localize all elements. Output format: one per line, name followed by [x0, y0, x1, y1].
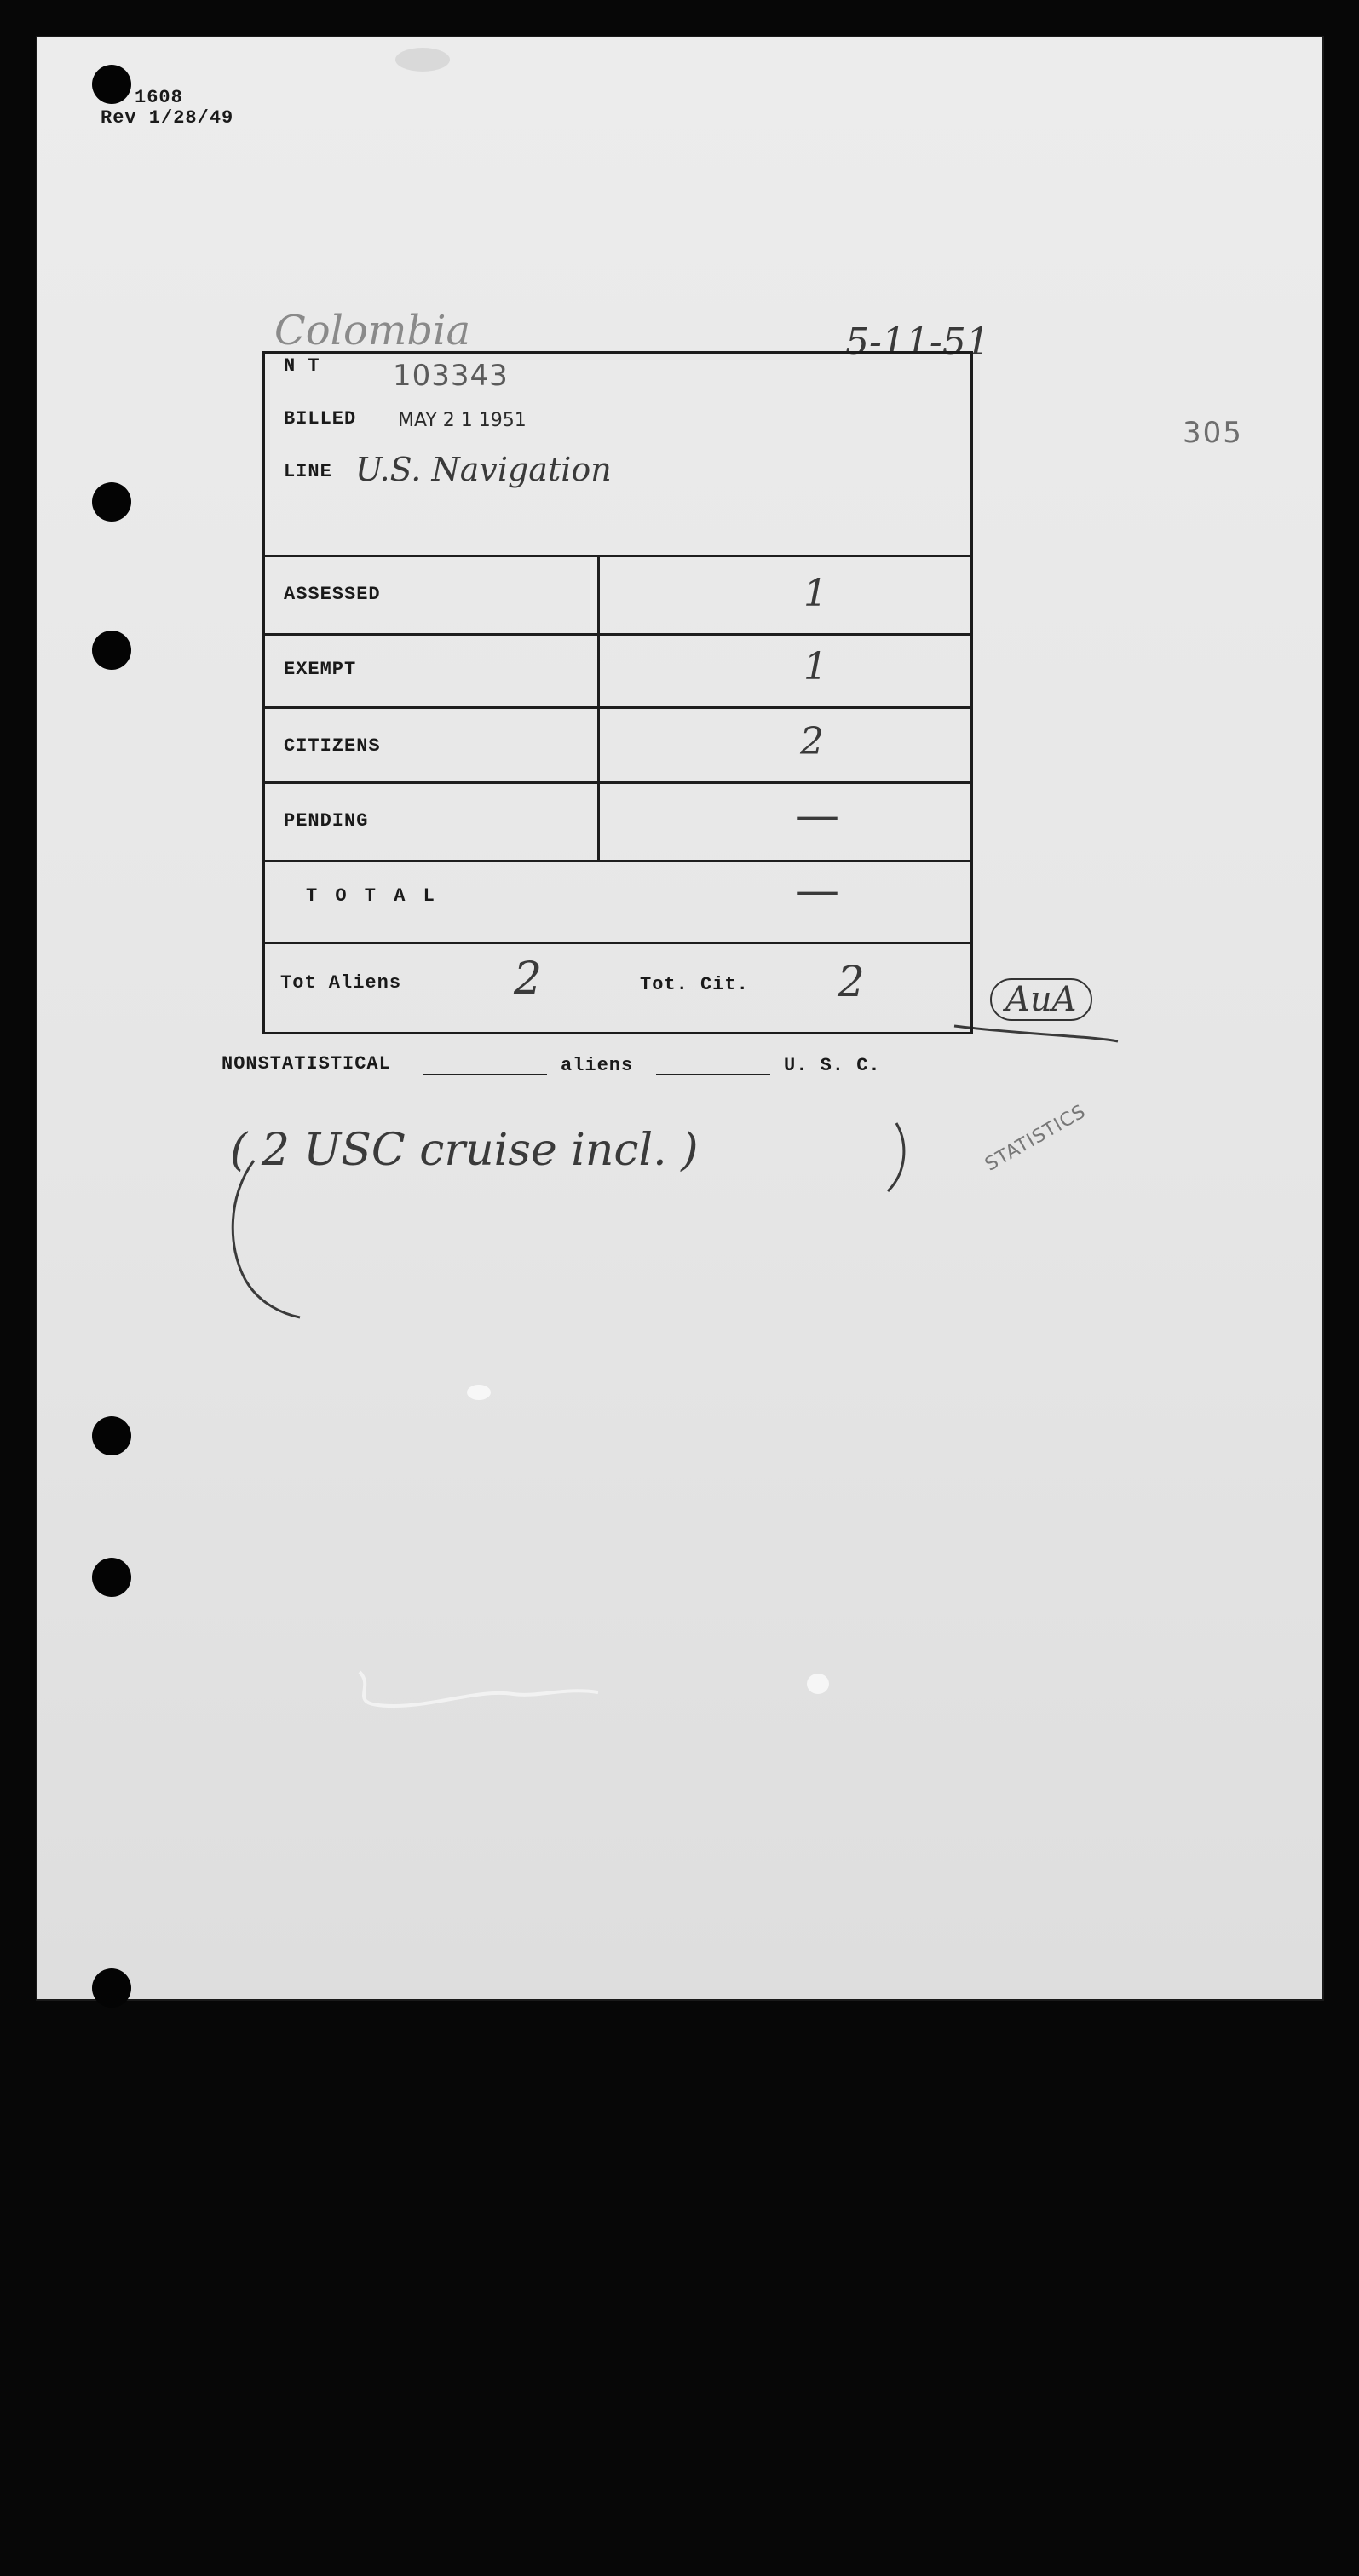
handwritten-note: ( 2 USC cruise incl. ) [230, 1125, 699, 1176]
tot-aliens-value: 2 [514, 954, 543, 1005]
row-divider [265, 633, 970, 636]
usc-label: U. S. C. [784, 1055, 881, 1076]
row-divider [265, 706, 970, 709]
row-divider [265, 555, 970, 557]
form-number: 1608 [135, 87, 183, 108]
nt-label: N T [284, 355, 320, 377]
form-revision: Rev 1/28/49 [101, 107, 234, 129]
statistics-form-box [262, 351, 973, 1034]
statistics-stamp: STATISTICS [982, 1100, 1090, 1176]
exempt-value: 1 [803, 645, 827, 689]
line-label: LINE [284, 461, 332, 482]
column-divider [597, 555, 600, 860]
citizens-value: 2 [800, 720, 824, 764]
page-number-stamp: 305 [1183, 416, 1243, 450]
nt-number: 103343 [393, 359, 509, 393]
tot-cit-value: 2 [838, 957, 865, 1006]
total-value: — [795, 865, 839, 916]
row-divider [265, 781, 970, 784]
aliens-label: aliens [561, 1055, 634, 1076]
citizens-label: CITIZENS [284, 735, 381, 757]
tot-cit-label: Tot. Cit. [640, 974, 749, 995]
pending-value: — [795, 790, 839, 841]
date-handwritten: 5-11-51 [845, 320, 990, 364]
line-value-handwritten: U.S. Navigation [355, 451, 612, 488]
row-divider [265, 860, 970, 862]
assessed-label: ASSESSED [284, 584, 381, 605]
assessed-value: 1 [803, 572, 827, 615]
nonstatistical-label: NONSTATISTICAL [222, 1053, 391, 1075]
total-label: T O T A L [306, 885, 438, 907]
row-divider [265, 942, 970, 944]
paper-sheet [36, 36, 1324, 2001]
initials-handwritten: AuA [990, 978, 1092, 1021]
country-handwritten: Colombia [274, 307, 471, 354]
pending-label: PENDING [284, 810, 369, 832]
tot-aliens-label: Tot Aliens [280, 972, 402, 994]
billed-label: BILLED [284, 408, 357, 429]
exempt-label: EXEMPT [284, 659, 357, 680]
billed-date: MAY 2 1 1951 [398, 410, 527, 431]
